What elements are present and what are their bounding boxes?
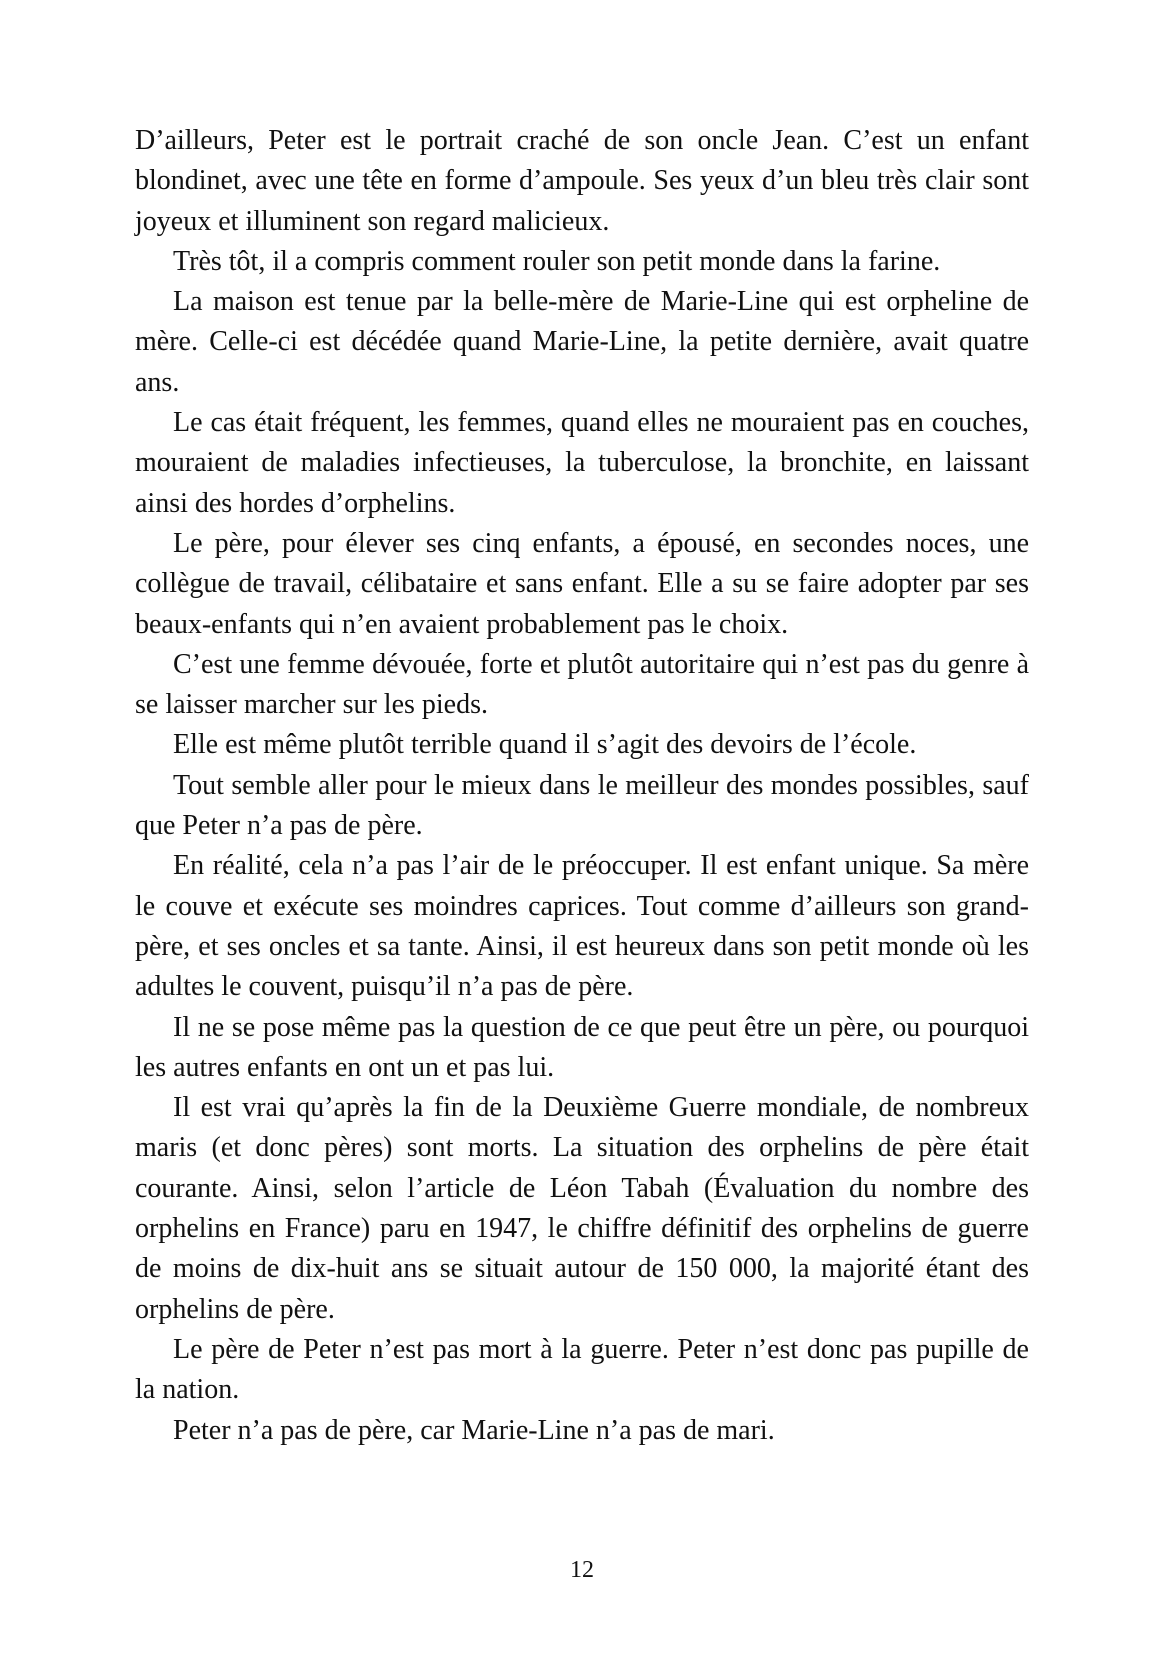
paragraph: Elle est même plutôt terrible quand il s’agit des devoirs de l’école. — [173, 729, 917, 761]
paragraph: Il ne se pose même pas la question de ce que peut être un père, ou pourquoi les autres enfants en ont un et pas lui. — [135, 1011, 1029, 1083]
paragraph: Tout semble aller pour le mieux dans le meilleur des mondes possibles, sauf que Peter n’a pas de père. — [135, 769, 1029, 842]
paragraph: En réalité, cela n’a pas l’air de le préoccuper. Il est enfant unique. Sa mère le couve et exécute ses moindres caprices. Tout comme d’ailleurs son grand-père, et ses oncles et sa tante. Ainsi, il est heureux dans son petit monde où les adultes le couvent, puisqu’il n’a pas de père. — [135, 850, 1029, 1003]
page-number: 12 — [570, 1557, 594, 1583]
paragraph: Peter n’a pas de père, car Marie-Line n’a pas de mari. — [173, 1414, 775, 1446]
body-text — [135, 121, 1029, 1451]
paragraph: Il est vrai qu’après la fin de la Deuxième Guerre mondiale, de nombreux maris (et donc pères) sont morts. La situation des orphelins de père était courante. Ainsi, selon l’article de Léon Tabah (Évaluation du nombre des orphelins en France) paru en 1947, le chiffre définitif des orphelins de guerre de moins de dix-huit ans se situait autour de 150 000, la majorité étant des orphelins de père. — [135, 1092, 1029, 1325]
paragraph: Le cas était fréquent, les femmes, quand elles ne mouraient pas en couches, mouraient de maladies infectieuses, la tuberculose, la bronchite, en laissant ainsi des hordes d’orphelins. — [135, 407, 1029, 519]
paragraph: Le père de Peter n’est pas mort à la guerre. Peter n’est donc pas pupille de la nation. — [135, 1333, 1029, 1406]
paragraph: D’ailleurs, Peter est le portrait craché de son oncle Jean. C’est un enfant blondinet, avec une tête en forme d’ampoule. Ses yeux d’un bleu très clair sont joyeux et illuminent son regard malicieux. — [135, 125, 1029, 237]
paragraph: Le père, pour élever ses cinq enfants, a épousé, en secondes noces, une collègue de travail, célibataire et sans enfant. Elle a su se faire adopter par ses beaux-enfants qui n’en avaient probablement pas le choix. — [135, 527, 1029, 640]
paragraph: La maison est tenue par la belle-mère de Marie-Line qui est orpheline de mère. Celle-ci est décédée quand Marie-Line, la petite dernière, avait quatre ans. — [135, 286, 1029, 398]
paragraph: Très tôt, il a compris comment rouler son petit monde dans la farine. — [173, 245, 941, 277]
paragraph: C’est une femme dévouée, forte et plutôt autoritaire qui n’est pas du genre à se laisser marcher sur les pieds. — [135, 648, 1029, 721]
